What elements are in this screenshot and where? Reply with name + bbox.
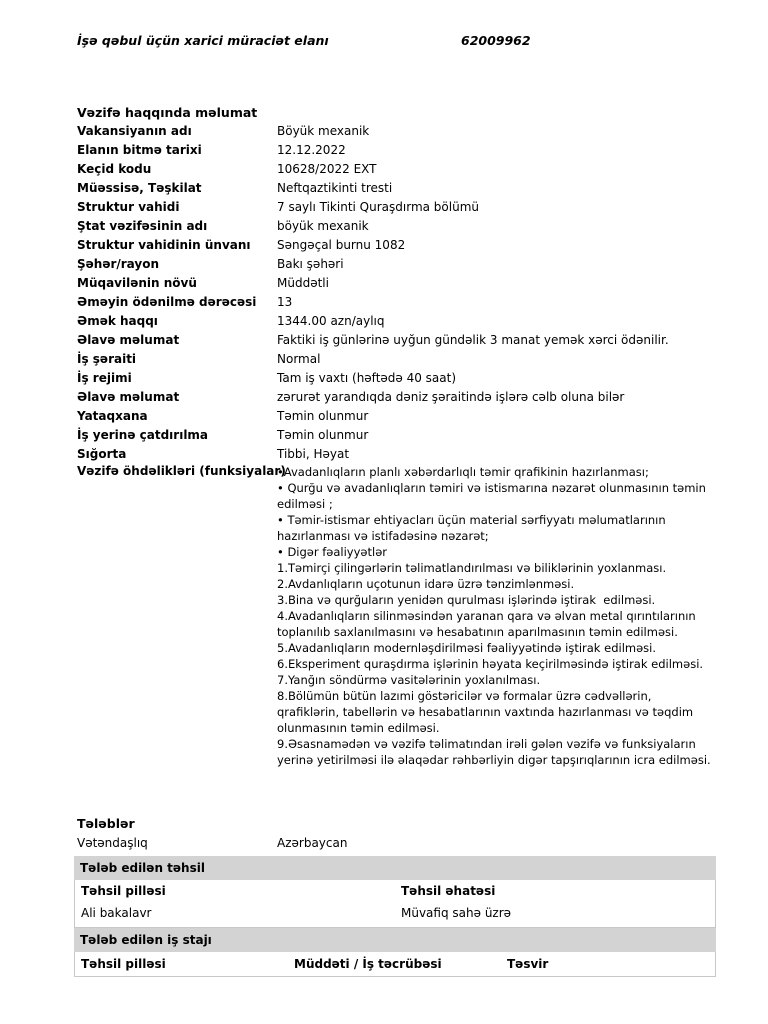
info-row xyxy=(77,409,717,428)
duty-line: • Təmir-istismar ehtiyacları üçün material sərfiyyatı məlumatlarının xyxy=(277,513,666,527)
info-row xyxy=(77,238,717,257)
info-row-label: Yataqxana xyxy=(77,409,148,423)
info-row-label: İş yerinə çatdırılma xyxy=(77,428,209,442)
info-row-label: Əmək haqqı xyxy=(77,314,158,328)
duty-line: qrafiklərin, tabellərin və hesabatlarının vaxtında hazırlanması və təqdim xyxy=(277,705,694,719)
info-row-value: Təmin olunmur xyxy=(277,409,369,423)
info-row-value: Tibbi, Həyat xyxy=(277,447,350,461)
document-number: 62009962 xyxy=(461,33,531,48)
info-row xyxy=(77,181,717,200)
info-row-value: 7 saylı Tikinti Quraşdırma bölümü xyxy=(277,200,479,214)
info-row xyxy=(77,124,717,143)
duty-line: 7.Yanğın söndürmə vasitələrinin yoxlanılması. xyxy=(277,673,541,687)
citizenship-row xyxy=(77,836,717,855)
duty-line: 4.Avadanlıqların silinməsindən yaranan qara və əlvan metal qırıntılarının xyxy=(277,609,696,623)
experience-duration-header: Müddəti / İş təcrübəsi xyxy=(294,957,442,971)
duty-line: 1.Təmirçi çilingərlərin təlimatlandırılması və biliklərinin yoxlanması. xyxy=(277,561,667,575)
info-row-value: böyük mexanik xyxy=(277,219,369,233)
info-row-value: Tam iş vaxtı (həftədə 40 saat) xyxy=(277,371,457,385)
education-table xyxy=(74,880,716,928)
info-row-label: Müqavilənin növü xyxy=(77,276,197,290)
info-row-label: Sığorta xyxy=(77,447,127,461)
info-row-value: zərurət yarandıqda dəniz şəraitində işlərə cəlb oluna bilər xyxy=(277,390,625,404)
duty-line: 9.Əsasnamədən və vəzifə təlimatından irəli gələn vəzifə və funksiyaların xyxy=(277,737,696,751)
education-level-value: Ali bakalavr xyxy=(81,906,152,920)
info-row-value: Səngəçal burnu 1082 xyxy=(277,238,406,252)
duty-line: • Digər fəaliyyətlər xyxy=(277,545,388,559)
info-row xyxy=(77,162,717,181)
duty-line: 2.Avdanlıqların uçotunun idarə üzrə tənzimlənməsi. xyxy=(277,577,575,591)
education-scope-value: Müvafiq sahə üzrə xyxy=(401,906,512,920)
info-row-value: Bakı şəhəri xyxy=(277,257,344,271)
info-row-value: 13 xyxy=(277,295,293,309)
citizenship-value: Azərbaycan xyxy=(277,836,348,850)
duty-line: yerinə yetirilməsi ilə əlaqədar rəhbərliyin digər tapşırıqlarının icra edilməsi. xyxy=(277,753,711,767)
education-level-header: Təhsil pilləsi xyxy=(81,884,166,898)
info-row-label: İş şəraiti xyxy=(77,352,137,366)
info-row xyxy=(77,143,717,162)
info-row-label: Müəssisə, Təşkilat xyxy=(77,181,202,195)
education-scope-header: Təhsil əhatəsi xyxy=(401,884,496,898)
info-row xyxy=(77,200,717,219)
info-row-value: Təmin olunmur xyxy=(277,428,369,442)
info-row-label: Əlavə məlumat xyxy=(77,333,180,347)
duties-list xyxy=(277,464,717,768)
duties-label: Vəzifə öhdəlikləri (funksiyalar) xyxy=(77,464,286,478)
info-row-value: Faktiki iş günlərinə uyğun gündəlik 3 manat yemək xərci ödənilir. xyxy=(277,333,669,347)
info-row-label: Əməyin ödənilmə dərəcəsi xyxy=(77,295,257,309)
info-row xyxy=(77,333,717,352)
info-row-label: Elanın bitmə tarixi xyxy=(77,143,202,157)
experience-level-header: Təhsil pilləsi xyxy=(81,957,166,971)
info-row xyxy=(77,276,717,295)
duty-line: • Qurğu və avadanlıqların təmiri və istismarına nəzarət olunmasının təmin xyxy=(277,481,706,495)
info-row-label: Keçid kodu xyxy=(77,162,152,176)
requirements-section-title: Tələblər xyxy=(77,816,135,831)
info-row-value: 10628/2022 EXT xyxy=(277,162,377,176)
info-row-label: Ştat vəzifəsinin adı xyxy=(77,219,208,233)
duty-line: olunmasının təmin edilməsi. xyxy=(277,721,440,735)
experience-table xyxy=(74,952,716,977)
info-row-value: Müddətli xyxy=(277,276,329,290)
duty-line: 6.Eksperiment quraşdırma işlərinin həyata keçirilməsində iştirak edilməsi. xyxy=(277,657,704,671)
document-title: İşə qəbul üçün xarici müraciət elanı xyxy=(77,33,329,48)
duty-line: hazırlanması və istifadəsinə nəzarət; xyxy=(277,529,489,543)
education-section-title: Tələb edilən təhsil xyxy=(80,861,205,875)
info-row-label: İş rejimi xyxy=(77,371,132,385)
duty-line: 3.Bina və qurğuların yenidən qurulması işlərində iştirak edilməsi. xyxy=(277,593,656,607)
info-row-value: 1344.00 azn/aylıq xyxy=(277,314,385,328)
experience-section-bar xyxy=(74,928,716,952)
info-row xyxy=(77,295,717,314)
info-row-label: Struktur vahidinin ünvanı xyxy=(77,238,251,252)
info-row xyxy=(77,257,717,276)
duty-line: edilməsi ; xyxy=(277,497,333,511)
duty-line: •Avadanlıqların planlı xəbərdarlıqlı təmir qrafikinin hazırlanması; xyxy=(277,465,649,479)
info-row xyxy=(77,390,717,409)
experience-description-header: Təsvir xyxy=(507,957,549,971)
duty-line: 8.Bölümün bütün lazımi göstəricilər və formalar üzrə cədvəllərin, xyxy=(277,689,652,703)
duty-line: 5.Avadanlıqların modernləşdirilməsi fəaliyyətində iştirak edilməsi. xyxy=(277,641,657,655)
info-row-value: Böyük mexanik xyxy=(277,124,370,138)
education-section-bar xyxy=(74,856,716,880)
info-row xyxy=(77,428,717,447)
info-row xyxy=(77,219,717,238)
citizenship-label: Vətəndaşlıq xyxy=(77,836,148,850)
info-section-title: Vəzifə haqqında məlumat xyxy=(77,105,258,120)
info-row-label: Şəhər/rayon xyxy=(77,257,160,271)
info-row-label: Vakansiyanın adı xyxy=(77,124,192,138)
experience-section-title: Tələb edilən iş stajı xyxy=(80,933,212,947)
info-row-label: Struktur vahidi xyxy=(77,200,180,214)
info-row-value: 12.12.2022 xyxy=(277,143,346,157)
info-row xyxy=(77,371,717,390)
info-row-value: Normal xyxy=(277,352,321,366)
duty-line: toplanılıb saxlanılmasını və hesabatının aparılmasının təmin edilməsi. xyxy=(277,625,678,639)
info-row-label: Əlavə məlumat xyxy=(77,390,180,404)
info-row xyxy=(77,314,717,333)
info-row xyxy=(77,352,717,371)
info-row-value: Neftqaztikinti tresti xyxy=(277,181,393,195)
